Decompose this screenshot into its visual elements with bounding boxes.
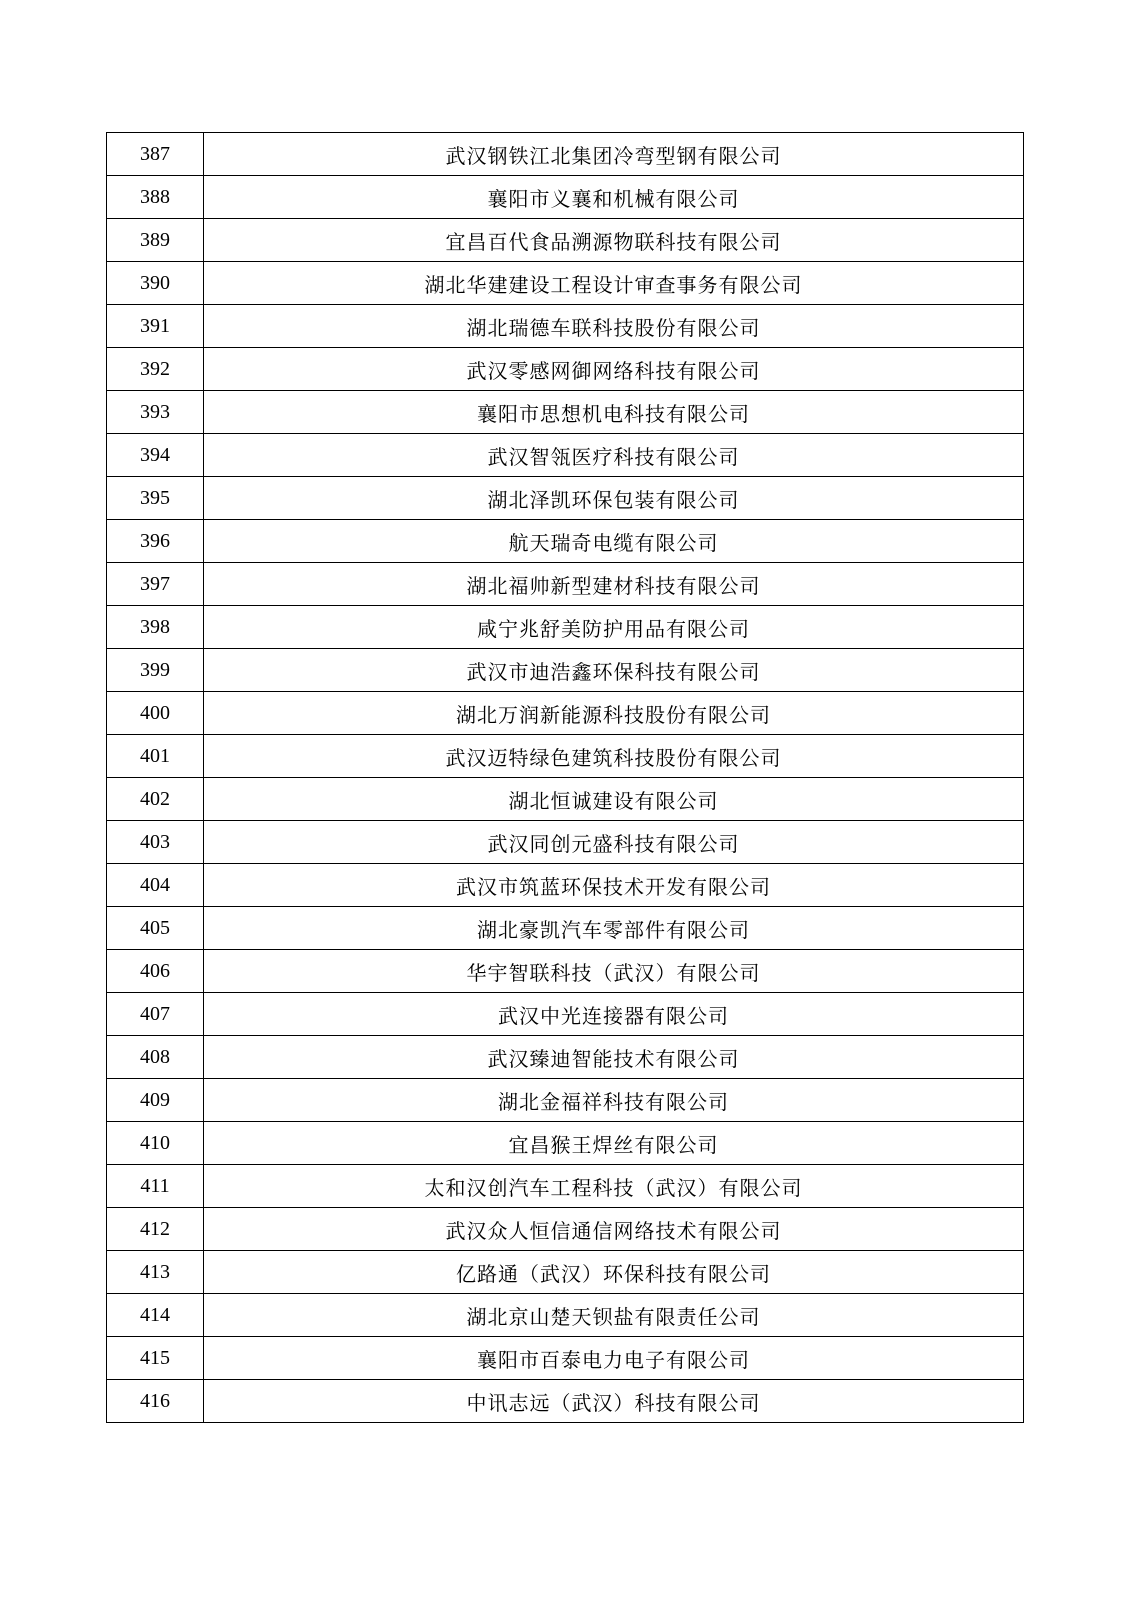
company-name: 咸宁兆舒美防护用品有限公司: [204, 606, 1024, 649]
table-row: [107, 649, 1024, 692]
row-number: 392: [107, 348, 204, 391]
table-row: [107, 176, 1024, 219]
row-number: 400: [107, 692, 204, 735]
table-row: [107, 778, 1024, 821]
company-name: 湖北金福祥科技有限公司: [204, 1079, 1024, 1122]
row-number: 399: [107, 649, 204, 692]
row-number: 409: [107, 1079, 204, 1122]
company-name: 航天瑞奇电缆有限公司: [204, 520, 1024, 563]
table-row: [107, 563, 1024, 606]
company-name: 湖北万润新能源科技股份有限公司: [204, 692, 1024, 735]
company-name: 湖北华建建设工程设计审查事务有限公司: [204, 262, 1024, 305]
company-name: 亿路通（武汉）环保科技有限公司: [204, 1251, 1024, 1294]
row-number: 412: [107, 1208, 204, 1251]
company-name: 湖北瑞德车联科技股份有限公司: [204, 305, 1024, 348]
company-name: 武汉零感网御网络科技有限公司: [204, 348, 1024, 391]
table-row: [107, 434, 1024, 477]
table-row: [107, 133, 1024, 176]
table-row: [107, 391, 1024, 434]
company-name: 湖北泽凯环保包装有限公司: [204, 477, 1024, 520]
table-row: [107, 606, 1024, 649]
company-name: 湖北豪凯汽车零部件有限公司: [204, 907, 1024, 950]
table-row: [107, 1165, 1024, 1208]
table-row: [107, 1251, 1024, 1294]
row-number: 395: [107, 477, 204, 520]
table-row: [107, 1036, 1024, 1079]
row-number: 389: [107, 219, 204, 262]
company-name: 武汉市筑蓝环保技术开发有限公司: [204, 864, 1024, 907]
company-name: 湖北福帅新型建材科技有限公司: [204, 563, 1024, 606]
company-name: 宜昌百代食品溯源物联科技有限公司: [204, 219, 1024, 262]
company-name: 太和汉创汽车工程科技（武汉）有限公司: [204, 1165, 1024, 1208]
company-name: 武汉钢铁江北集团冷弯型钢有限公司: [204, 133, 1024, 176]
row-number: 387: [107, 133, 204, 176]
company-name: 襄阳市义襄和机械有限公司: [204, 176, 1024, 219]
table-row: [107, 821, 1024, 864]
row-number: 413: [107, 1251, 204, 1294]
table-row: [107, 477, 1024, 520]
table-row: [107, 1208, 1024, 1251]
row-number: 393: [107, 391, 204, 434]
row-number: 408: [107, 1036, 204, 1079]
company-name: 华宇智联科技（武汉）有限公司: [204, 950, 1024, 993]
row-number: 406: [107, 950, 204, 993]
table-row: [107, 1337, 1024, 1380]
company-list-body: [107, 133, 1024, 1423]
row-number: 414: [107, 1294, 204, 1337]
company-name: 武汉同创元盛科技有限公司: [204, 821, 1024, 864]
table-row: [107, 305, 1024, 348]
company-list-table: [106, 132, 1024, 1423]
company-name: 武汉迈特绿色建筑科技股份有限公司: [204, 735, 1024, 778]
company-name: 中讯志远（武汉）科技有限公司: [204, 1380, 1024, 1423]
company-name: 武汉臻迪智能技术有限公司: [204, 1036, 1024, 1079]
table-row: [107, 864, 1024, 907]
table-row: [107, 520, 1024, 563]
company-name: 襄阳市思想机电科技有限公司: [204, 391, 1024, 434]
table-row: [107, 1079, 1024, 1122]
row-number: 402: [107, 778, 204, 821]
table-row: [107, 1122, 1024, 1165]
company-name: 宜昌猴王焊丝有限公司: [204, 1122, 1024, 1165]
company-name: 湖北恒诚建设有限公司: [204, 778, 1024, 821]
company-name: 湖北京山楚天钡盐有限责任公司: [204, 1294, 1024, 1337]
table-row: [107, 262, 1024, 305]
company-name: 武汉众人恒信通信网络技术有限公司: [204, 1208, 1024, 1251]
row-number: 388: [107, 176, 204, 219]
row-number: 405: [107, 907, 204, 950]
table-row: [107, 348, 1024, 391]
row-number: 397: [107, 563, 204, 606]
row-number: 398: [107, 606, 204, 649]
row-number: 394: [107, 434, 204, 477]
company-name: 武汉市迪浩鑫环保科技有限公司: [204, 649, 1024, 692]
table-row: [107, 950, 1024, 993]
row-number: 390: [107, 262, 204, 305]
table-row: [107, 219, 1024, 262]
table-row: [107, 907, 1024, 950]
table-row: [107, 735, 1024, 778]
row-number: 404: [107, 864, 204, 907]
company-name: 武汉智瓴医疗科技有限公司: [204, 434, 1024, 477]
row-number: 415: [107, 1337, 204, 1380]
row-number: 396: [107, 520, 204, 563]
table-row: [107, 1380, 1024, 1423]
company-name: 武汉中光连接器有限公司: [204, 993, 1024, 1036]
row-number: 403: [107, 821, 204, 864]
table-row: [107, 993, 1024, 1036]
row-number: 401: [107, 735, 204, 778]
table-row: [107, 1294, 1024, 1337]
row-number: 411: [107, 1165, 204, 1208]
row-number: 391: [107, 305, 204, 348]
table-row: [107, 692, 1024, 735]
row-number: 416: [107, 1380, 204, 1423]
company-name: 襄阳市百泰电力电子有限公司: [204, 1337, 1024, 1380]
row-number: 407: [107, 993, 204, 1036]
row-number: 410: [107, 1122, 204, 1165]
